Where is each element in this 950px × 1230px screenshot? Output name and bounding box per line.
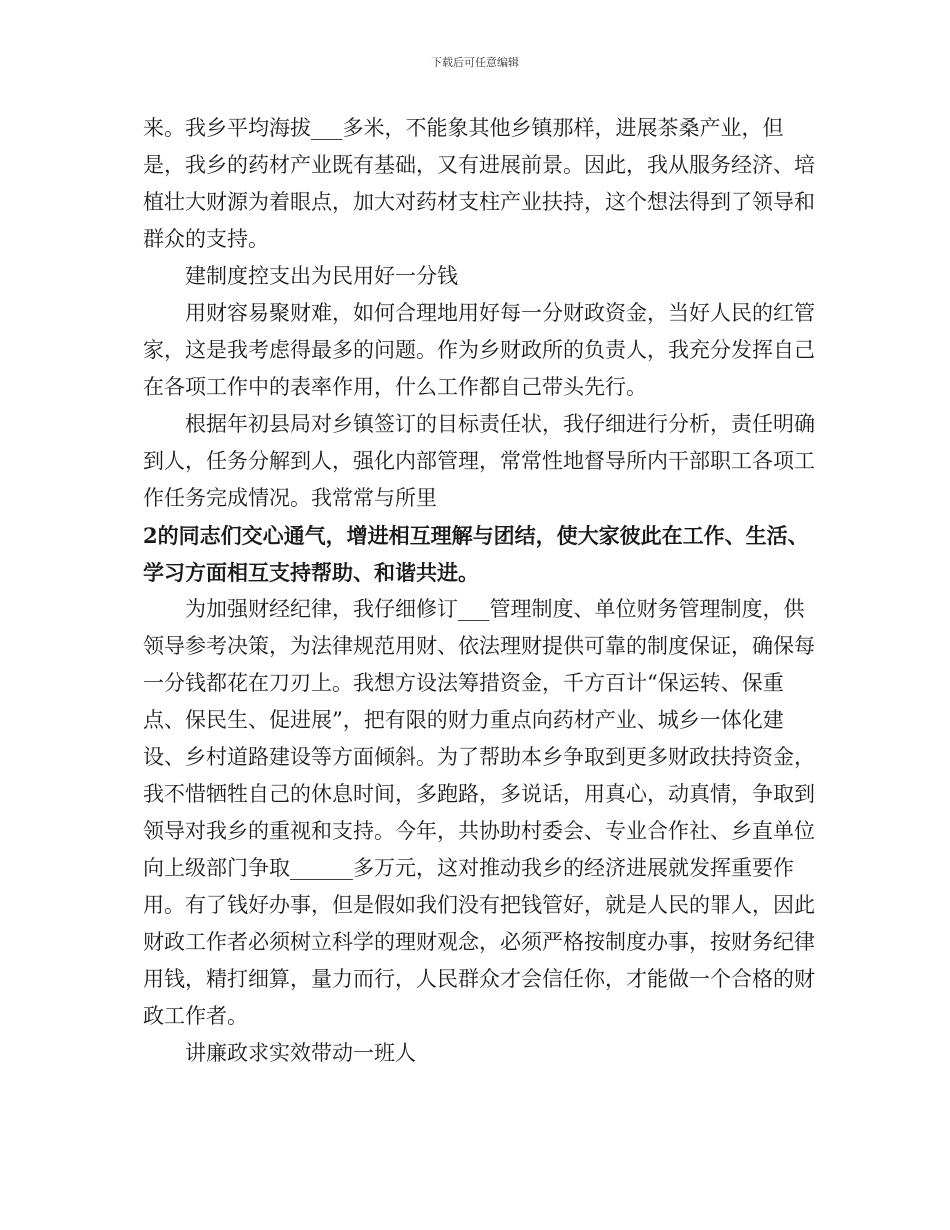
document-body [143, 110, 823, 1072]
paragraph-2: 用财容易聚财难，如何合理地用好每一分财政资金，当好人民的红管家，这是我考虑得最多的问题。作为乡财政所的负责人，我充分发挥自己在各项工作中的表率作用，什么工作都自己带头先行。 [143, 301, 815, 399]
paragraph-1: 来。我乡平均海拔___多米，不能象其他乡镇那样，进展茶桑产业，但是，我乡的药材产业既有基础，又有进展前景。因此，我从服务经济、培植壮大财源为着眼点，加大对药材支柱产业扶持，这个想法得到了领导和群众的支持。 [143, 116, 815, 251]
paragraph-5: 为加强财经纪律，我仔细修订___管理制度、单位财务管理制度，供领导参考决策，为法律规范用财、依法理财提供可靠的制度保证，确保每一分钱都花在刀刃上。我想方设法筹措资金，千方百计“保运转、保重点、保民生、促进展”，把有限的财力重点向药材产业、城乡一体化建设、乡村道路建设等方面倾斜。为了帮助本乡争取到更多财政扶持资金，我不惜牺牲自己的休息时间，多跑路，多说话，用真心，动真情，争取到领导对我乡的重视和支持。今年，共协助村委会、专业合作社、乡直单位向上级部门争取______多万元，这对推动我乡的经济进展就发挥重要作用。有了钱好办事，但是假如我们没有把钱管好，就是人民的罪人，因此财政工作者必须树立科学的理财观念，必须严格按制度办事，按财务纪律用钱，精打细算，量力而行，人民群众才会信任你，才能做一个合格的财政工作者。 [143, 597, 815, 1028]
paragraph-4: 2的同志们交心通气，增进相互理解与团结，使大家彼此在工作、生活、学习方面相互支持帮助、和谐共进。 [143, 523, 809, 585]
section-heading-1: 建制度控支出为民用好一分钱 [185, 264, 458, 288]
paragraph-3: 根据年初县局对乡镇签订的目标责任状，我仔细进行分析，责任明确到人，任务分解到人，强化内部管理，常常性地督导所内干部职工各项工作任务完成情况。我常常与所里 [143, 412, 815, 510]
page-header: 下载后可任意编辑 [431, 56, 519, 69]
section-heading-2: 讲廉政求实效带动一班人 [185, 1041, 416, 1065]
